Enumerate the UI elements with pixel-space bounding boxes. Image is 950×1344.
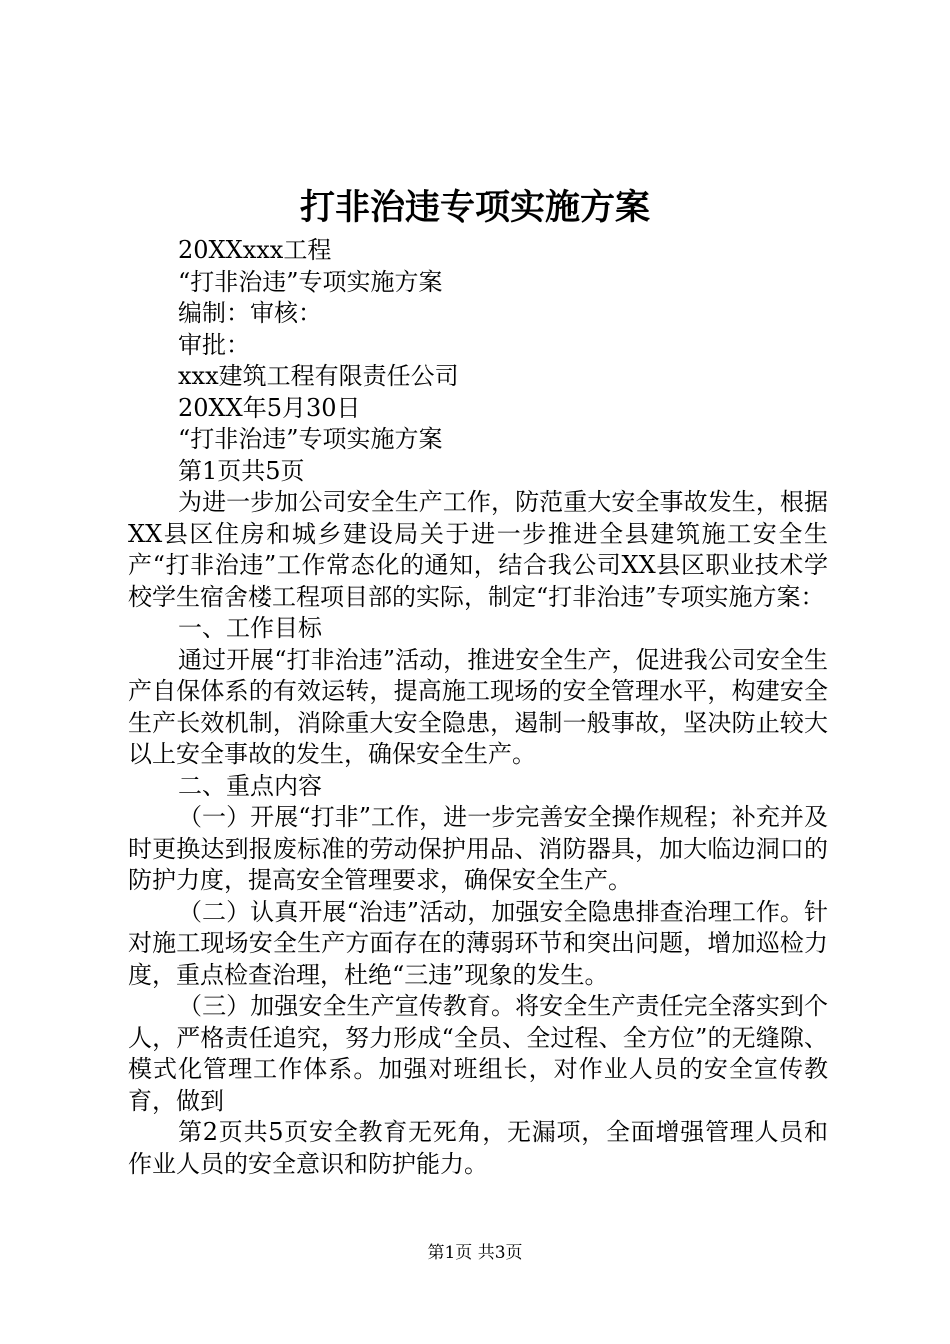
page-footer: 第1页 共3页 [427, 1243, 523, 1263]
document-title: 打非治违专项实施方案 [299, 188, 650, 228]
cover-line-project: 20XXxxx工程 [178, 236, 332, 264]
cover-line-plan-name: “打非治违”专项实施方案 [178, 267, 443, 296]
paragraph-key-content-2: （二）认真开展“治违”活动，加强安全隐患排查治理工作。针对施工现场安全生产方面存在的薄弱环节和突出问题，增加巡检力度，重点检查治理，杜绝“三违”现象的发生。 [128, 897, 828, 989]
paragraph-key-content-3: （三）加强安全生产宣传教育。将安全生产责任完全落实到个人，严格责任追究，努力形成“全员、全过程、全方位”的无缝隙、模式化管理工作体系。加强对班组长，对作业人员的安全宣传教育，做到 [128, 992, 828, 1115]
paragraph-key-content-3-continued: 第2页共5页安全教育无死角，无漏项，全面增强管理人员和作业人员的安全意识和防护能力。 [128, 1118, 828, 1178]
paragraph-work-objective: 通过开展“打非治违”活动，推进安全生产，促进我公司安全生产自保体系的有效运转，提高施工现场的安全管理水平，构建安全生产长效机制，消除重大安全隐患，遏制一般事故，坚决防止较大以上安全事故的发生，确保安全生产。 [128, 645, 828, 768]
paragraph-key-content-1: （一）开展“打非”工作，进一步完善安全操作规程；补充并及时更换达到报废标准的劳动保护用品、消防器具，加大临边洞口的防护力度，提高安全管理要求，确保安全生产。 [128, 803, 828, 894]
cover-line-prepared-reviewed: 编制：审核： [178, 299, 322, 327]
heading-work-objective: 一、工作目标 [178, 614, 322, 642]
document-body [128, 235, 828, 1180]
paragraph-intro: 为进一步加公司安全生产工作，防范重大安全事故发生，根据XX县区住房和城乡建设局关于进一步推进全县建筑施工安全生产“打非治违”工作常态化的通知，结合我公司XX县区职业技术学校学生宿舍楼工程项目部的实际，制定“打非治违”专项实施方案： [128, 488, 828, 611]
cover-line-page-marker: 第1页共5页 [178, 456, 305, 485]
cover-line-company: xxx建筑工程有限责任公司 [178, 362, 459, 390]
cover-line-date: 20XX年5月30日 [178, 393, 361, 422]
heading-key-content: 二、重点内容 [178, 771, 322, 800]
cover-line-approved: 审批： [178, 330, 250, 359]
cover-line-plan-name-repeat: “打非治违”专项实施方案 [178, 425, 443, 453]
